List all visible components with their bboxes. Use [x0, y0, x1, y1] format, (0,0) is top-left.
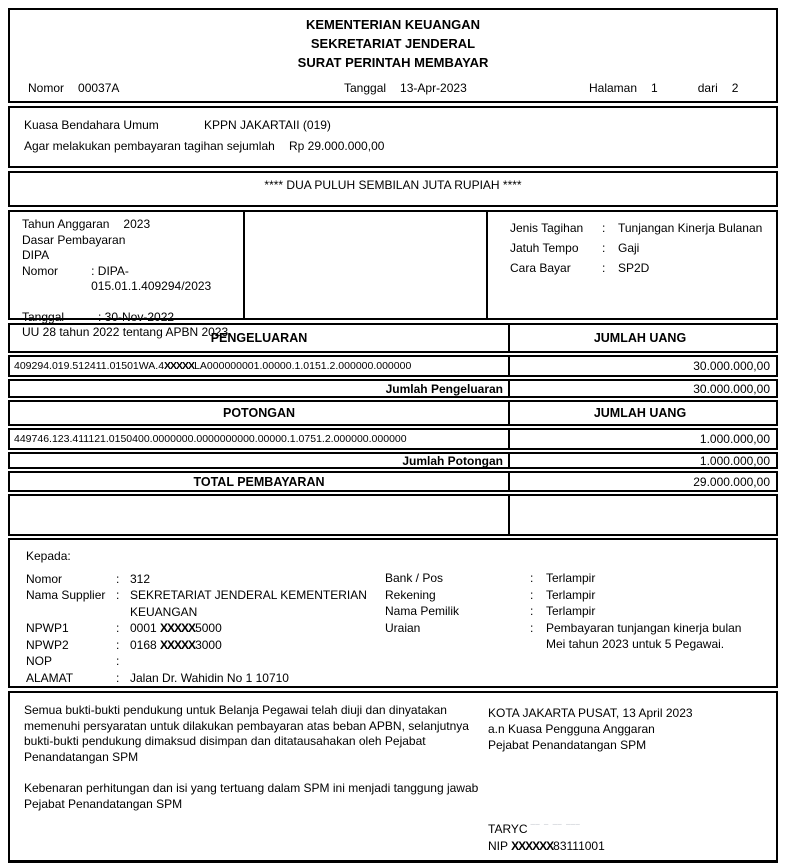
signature-header: [488, 705, 773, 753]
pengeluaran-header-row: [8, 323, 778, 353]
statement-paragraphs: [24, 703, 486, 812]
nomor-label: Nomor: [28, 81, 65, 95]
potongan-code-row: [8, 428, 778, 450]
tahun-anggaran-row: [22, 217, 235, 233]
statement-para-2: Kebenaran perhitungan dan isi yang tertuang dalam SPM ini menjadi tanggung jawab Pejabat Penandatangan SPM: [24, 781, 479, 811]
document-title: SURAT PERINTAH MEMBAYAR: [297, 55, 489, 70]
redacted-segment: XXXXX: [164, 360, 195, 372]
dipa-nomor-value: : DIPA-015.01.1.409294/2023: [91, 263, 212, 293]
payee-nop-row: NOP :: [26, 653, 766, 670]
payer-section: [8, 106, 778, 168]
secretariat-title: SEKRETARIAT JENDERAL: [310, 36, 476, 51]
spm-document: [8, 8, 778, 863]
tanggal-label: Tanggal: [344, 81, 387, 95]
document-date: [344, 79, 589, 97]
nomor-value: 00037A: [78, 81, 120, 95]
payee-section: [8, 538, 778, 688]
dipa-nomor-row: [22, 264, 235, 295]
jumlah-pengeluaran-amount: 30.000.000,00: [693, 381, 770, 396]
signer-nip: NIP XXXXXX83111001: [488, 839, 605, 853]
redacted-name-remnant: ‾‾ ‾ ‾‾ ‾‾‾: [530, 824, 581, 836]
header-meta-row: [24, 79, 762, 97]
dasar-label: Dasar Pembayaran: [22, 232, 126, 247]
jenis-label: Jenis Tagihan: [510, 221, 584, 235]
payee-nomor-row: Nomor : 312: [26, 571, 766, 588]
bank-pos-row: Bank / Pos : Terlampir: [385, 570, 764, 587]
ministry-title: KEMENTERIAN KEUANGAN: [305, 17, 481, 32]
payee-npwp1-value: 0001 XXXXX5000: [130, 621, 222, 635]
payee-alamat-value: Jalan Dr. Wahidin No 1 10710: [130, 670, 289, 685]
kepada-title: Kepada:: [26, 549, 71, 563]
tahun-value: 2023: [123, 217, 151, 231]
payee-npwp1-row: NPWP1 : 0001 XXXXX5000: [26, 620, 766, 637]
redacted-segment: XXXXX: [160, 637, 196, 652]
tanggal-value: 13-Apr-2023: [400, 81, 467, 95]
jumlah-pengeluaran-label: Jumlah Pengeluaran: [10, 381, 510, 396]
uraian-row: Uraian : Pembayaran tunjangan kinerja bulan Mei tahun 2023 untuk 5 Pegawai.: [385, 620, 764, 653]
cara-value: SP2D: [618, 261, 650, 275]
dari-value: 2: [731, 81, 739, 95]
uraian-value: Pembayaran tunjangan kinerja bulan Mei tahun 2023 untuk 5 Pegawai.: [546, 620, 742, 651]
halaman-label: Halaman: [589, 81, 638, 95]
dipa-nomor-label: Nomor: [22, 263, 59, 278]
dari-label: dari: [697, 81, 718, 95]
signer-name: TARYC ‾‾ ‾ ‾‾ ‾‾‾: [488, 822, 581, 836]
budget-empty-column: [245, 212, 488, 318]
kuasa-row: [24, 115, 762, 136]
place-date: KOTA JAKARTA PUSAT, 13 April 2023: [488, 706, 693, 720]
jenis-value: Tunjangan Kinerja Bulanan: [618, 221, 763, 235]
redacted-segment: XXXXX: [160, 621, 196, 635]
dipa-tanggal-label: Tanggal: [22, 309, 65, 324]
payee-alamat-row: ALAMAT : Jalan Dr. Wahidin No 1 10710: [26, 670, 766, 687]
statement-para-1: Semua bukti-bukti pendukung untuk Belanja Pegawai telah diuji dan dinyatakan memenuhi persyaratan untuk dilakukan pembayaran atas beban APBN, selanjutnya bukti-bukti pendukung dimaksud disimpan dan ditatausahakan oleh Pejabat Penandatangan SPM: [24, 703, 469, 764]
kuasa-label: Kuasa Bendahara Umum: [24, 118, 159, 132]
billing-type-column: [488, 212, 776, 318]
document-header: [8, 8, 778, 103]
potongan-title: POTONGAN: [10, 402, 510, 424]
pejabat-line: Pejabat Penandatangan SPM: [488, 738, 647, 752]
agar-value: Rp 29.000.000,00: [289, 139, 385, 153]
budget-basis-column: [10, 212, 245, 339]
total-pembayaran-row: [8, 471, 778, 492]
jatuh-tempo-row: Jatuh Tempo : Gaji: [510, 240, 768, 256]
redacted-segment: XXXXXX: [511, 839, 554, 853]
amount-row: [24, 136, 762, 157]
jenis-tagihan-row: Jenis Tagihan : Tunjangan Kinerja Bulanan: [510, 220, 768, 236]
signature-section: [8, 691, 778, 863]
uu-line: UU 28 tahun 2022 tentang APBN 2023: [22, 325, 229, 339]
total-pembayaran-label: TOTAL PEMBAYARAN: [10, 473, 510, 490]
potongan-header-row: [8, 400, 778, 426]
agar-label: Agar melakukan pembayaran tagihan sejumlah: [24, 139, 275, 153]
dipa-tanggal-row: [22, 310, 235, 326]
nama-pemilik-value: Terlampir: [546, 604, 596, 618]
payee-supplier-value: SEKRETARIAT JENDERAL KEMENTERIAN KEUANGAN: [130, 588, 367, 619]
potongan-account-code: 449746.123.411121.0150400.0000000.0000000000.00000.1.0751.2.000000.000000: [10, 430, 510, 448]
potongan-amount-title: JUMLAH UANG: [593, 406, 687, 420]
tahun-label: Tahun Anggaran: [22, 217, 110, 231]
halaman-value: 1: [651, 81, 658, 95]
kuasa-value: KPPN JAKARTAII (019): [204, 118, 331, 132]
potongan-amount: 1.000.000,00: [699, 432, 770, 446]
payee-npwp2-row: NPWP2 : 0168 XXXXX3000: [26, 637, 766, 654]
document-number: [24, 79, 344, 97]
total-pembayaran-amount: 29.000.000,00: [693, 474, 770, 489]
amount-in-words: **** DUA PULUH SEMBILAN JUTA RUPIAH ****: [8, 171, 778, 207]
payee-nomor-value: 312: [130, 571, 151, 586]
jumlah-pengeluaran-row: [8, 379, 778, 398]
cara-label: Cara Bayar: [510, 261, 571, 275]
dipa-tanggal-value: : 30-Nov-2022: [98, 309, 175, 324]
jatuh-value: Gaji: [618, 241, 640, 255]
pengeluaran-amount-title: JUMLAH UANG: [593, 331, 687, 345]
pengeluaran-code-row: [8, 355, 778, 377]
payee-nop-value: [130, 653, 385, 670]
empty-spacer-row: [8, 494, 778, 536]
signer-block: [488, 821, 605, 854]
cara-bayar-row: Cara Bayar : SP2D: [510, 260, 768, 276]
bank-pos-value: Terlampir: [546, 571, 596, 585]
an-kuasa-line: a.n Kuasa Pengguna Anggaran: [488, 722, 655, 736]
rekening-row: Rekening : Terlampir: [385, 587, 764, 604]
page-indicator: [589, 79, 762, 97]
payee-bank-column: [385, 570, 764, 653]
pengeluaran-account-code: 409294.019.512411.01501WA.4 XXXXX LA000000001.00000.1.0151.2.000000.000000: [10, 357, 510, 375]
jatuh-label: Jatuh Tempo: [510, 241, 579, 255]
payee-supplier-row: Nama Supplier : SEKRETARIAT JENDERAL KEMENTERIAN KEUANGAN: [26, 587, 766, 620]
jumlah-potongan-amount: 1.000.000,00: [699, 453, 770, 468]
pengeluaran-amount: 30.000.000,00: [693, 359, 770, 373]
rekening-value: Terlampir: [546, 587, 596, 602]
nama-pemilik-row: Nama Pemilik : Terlampir: [385, 603, 764, 620]
dipa-label: DIPA: [22, 248, 50, 262]
jumlah-potongan-row: [8, 452, 778, 469]
pengeluaran-title: PENGELUARAN: [10, 325, 510, 351]
payee-npwp2-value: 0168 XXXXX3000: [130, 637, 222, 652]
jumlah-potongan-label: Jumlah Potongan: [10, 454, 510, 467]
